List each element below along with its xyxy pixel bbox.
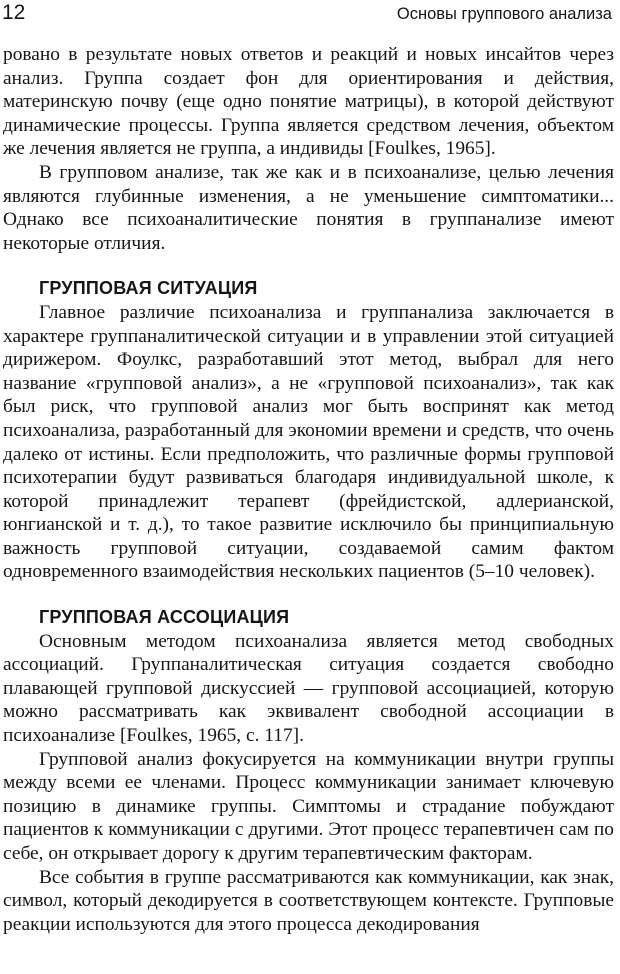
section-heading-association: ГРУППОВАЯ АССОЦИАЦИЯ — [39, 607, 290, 628]
paragraph-continuation: ровано в результате новых ответов и реакций и новых инсайтов через анализ. Группа создает фон для ориентирования и действия, материнскую почву (еще одно понятие матрицы), в которой действуют динамические процессы. Группа является средством лечения, объектом же лечения является не группа, а индивиды [Foulkes, 1965]. — [3, 44, 614, 160]
page-body — [3, 43, 614, 936]
paragraph-communication: Групповой анализ фокусируется на коммуникации внутри группы между всеми ее членами. Процесс коммуникации занимает ключевую позицию в динамике группы. Симптомы и страдание побуждают пациентов к коммуникации с другими. Этот процесс терапевтичен сам по себе, он открывает дорогу к другим терапевтическим факторам. — [3, 748, 614, 864]
paragraph-association: Основным методом психоанализа является метод свободных ассоциаций. Группаналитическая ситуация создается свободно плавающей групповой дискуссией — групповой ассоциацией, которую можно рассматривать как эквивалент свободной ассоциации в психоанализе [Foulkes, 1965, с. 117]. — [3, 630, 614, 747]
page-header — [0, 0, 620, 30]
section-heading-situation: ГРУППОВАЯ СИТУАЦИЯ — [39, 278, 258, 299]
paragraph-lechenie: В групповом анализе, так же как и в психоанализе, целью лечения являются глубинные изменения, а не уменьшение симптоматики... Однако все психоаналитические понятия в группанализе имеют некоторые отличия. — [3, 161, 614, 254]
paragraph-events: Все события в группе рассматриваются как коммуникации, как знак, символ, который декодируется в соответствующем контексте. Групповые реакции используются для этого процесса декодирования — [3, 866, 614, 935]
paragraph-situation: Главное различие психоанализа и группанализа заключается в характере группаналитической ситуации и в управлении этой ситуацией дирижером. Фоулкс, разработавший этот метод, выбрал для него название «групповой анализ», а не «групповой психоанализ», так как был риск, что групповой анализ мог быть воспринят как метод психоанализа, разработанный для экономии времени и средств, что очень далеко от истины. Если предположить, что различные формы групповой психотерапии будут развиваться благодаря индивидуальной школе, к которой принадлежит терапевт (фрейдистской, адлерианской, юнгианской и т. д.), то такое развитие исключило бы принципиальную важность групповой ситуации, создаваемой самим фактом одновременного взаимодействия нескольких пациентов (5–10 человек). — [3, 301, 614, 583]
running-title: Основы группового анализа — [396, 5, 612, 23]
page-number: 12 — [2, 1, 26, 24]
